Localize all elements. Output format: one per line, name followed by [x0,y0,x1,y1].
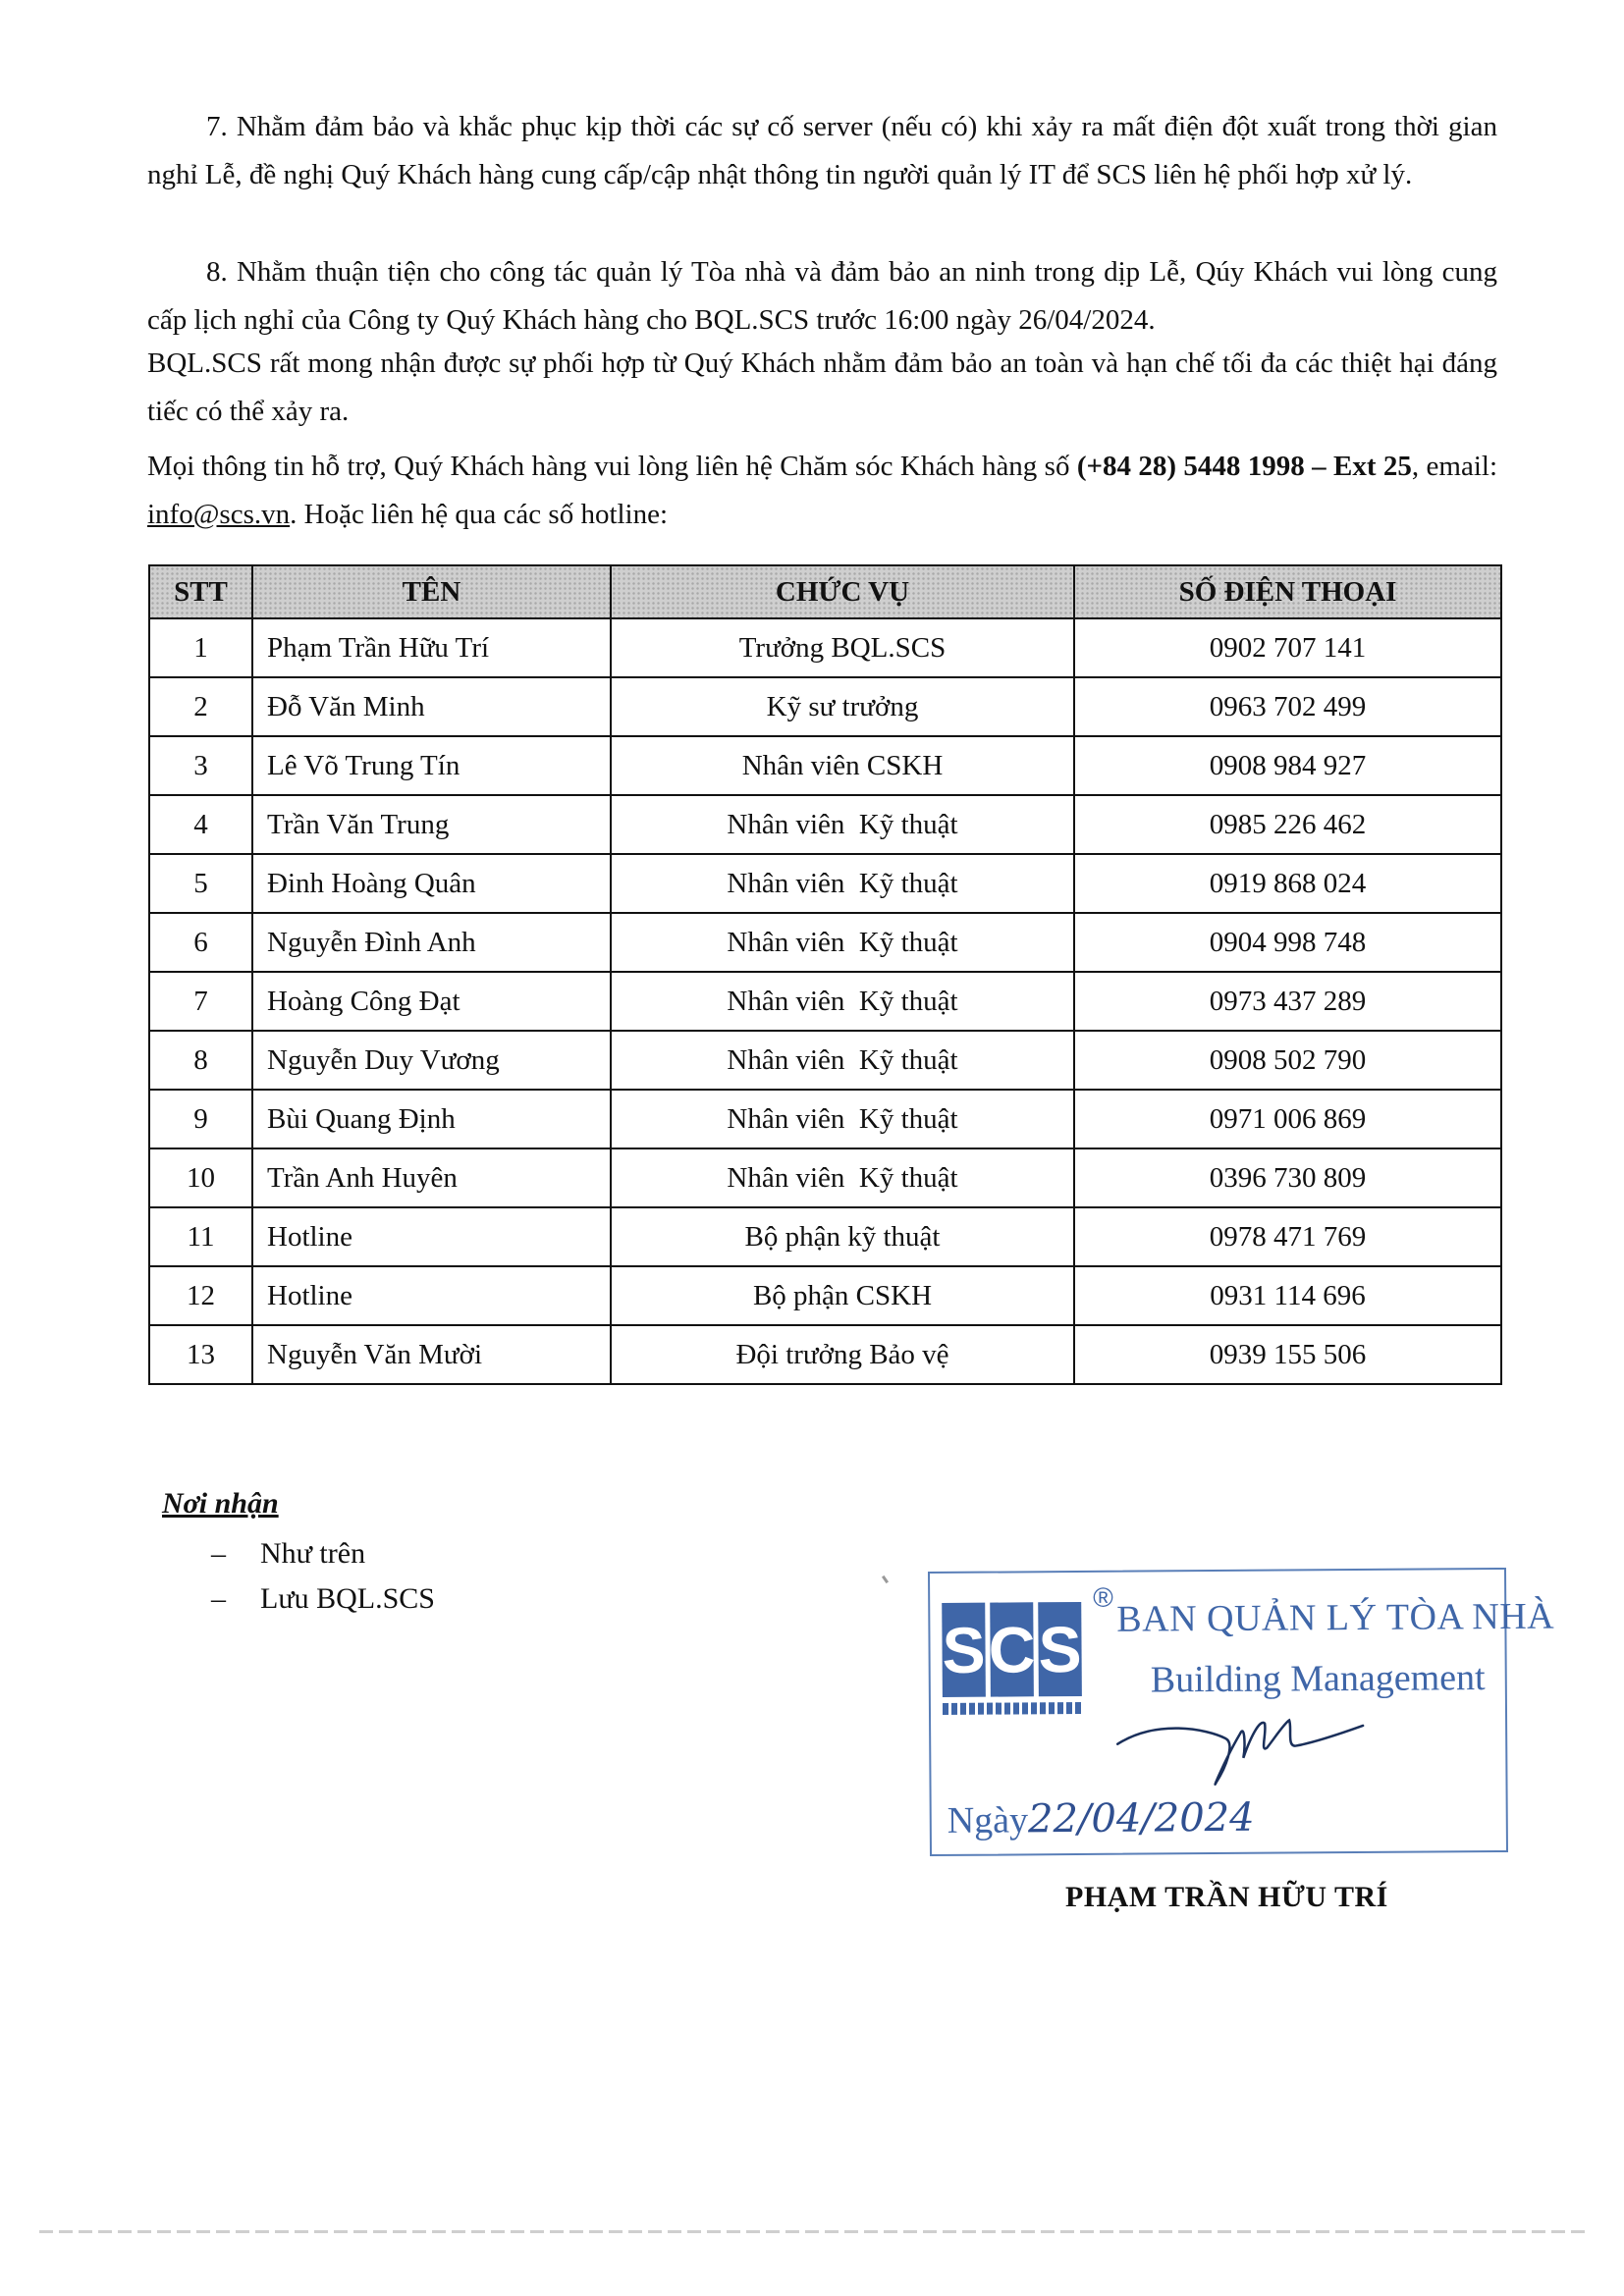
row-name: Đỗ Văn Minh [252,677,611,736]
row-position: Nhân viên Kỹ thuật [611,1148,1074,1207]
recipient-label: Lưu BQL.SCS [260,1582,435,1615]
row-stt: 4 [149,795,252,854]
logo-letter: C [990,1602,1034,1696]
header-position: CHỨC VỤ [611,565,1074,618]
row-phone: 0939 155 506 [1074,1325,1501,1384]
row-position: Trưởng BQL.SCS [611,618,1074,677]
row-phone: 0908 502 790 [1074,1031,1501,1090]
table-body [149,618,1501,1384]
row-stt: 7 [149,972,252,1031]
row-phone: 0919 868 024 [1074,854,1501,913]
row-name: Nguyễn Văn Mười [252,1325,611,1384]
header-phone: SỐ ĐIỆN THOẠI [1074,565,1501,618]
row-phone: 0963 702 499 [1074,677,1501,736]
row-phone: 0985 226 462 [1074,795,1501,854]
table-row [149,1148,1501,1207]
row-stt: 12 [149,1266,252,1325]
support-prefix: Mọi thông tin hỗ trợ, Quý Khách hàng vui lòng liên hệ Chăm sóc Khách hàng số [147,451,1077,482]
header-stt: STT [149,565,252,618]
row-name: Bùi Quang Định [252,1090,611,1148]
row-name: Lê Võ Trung Tín [252,736,611,795]
row-stt: 2 [149,677,252,736]
table-row [149,913,1501,972]
row-position: Nhân viên Kỹ thuật [611,1031,1074,1090]
signature-icon [1078,1698,1374,1808]
table-row [149,1031,1501,1090]
row-stt: 10 [149,1148,252,1207]
row-name: Hotline [252,1207,611,1266]
table-row [149,795,1501,854]
bullet-dash: – [211,1537,226,1570]
row-phone: 0396 730 809 [1074,1148,1501,1207]
row-position: Đội trưởng Bảo vệ [611,1325,1074,1384]
row-phone: 0904 998 748 [1074,913,1501,972]
table-row [149,972,1501,1031]
table-row [149,677,1501,736]
row-name: Phạm Trần Hữu Trí [252,618,611,677]
registered-mark: ® [1093,1581,1113,1613]
table-row [149,1266,1501,1325]
row-phone: 0931 114 696 [1074,1266,1501,1325]
support-phone: (+84 28) 5448 1998 – Ext 25 [1076,451,1412,482]
closing-paragraph: BQL.SCS rất mong nhận được sự phối hợp từ Quý Khách nhằm đảm bảo an toàn và hạn chế tối đa các thiệt hại đáng tiếc có thể xảy ra. [147,347,1497,427]
row-name: Trần Anh Huyên [252,1148,611,1207]
row-stt: 3 [149,736,252,795]
logo-letter: S [942,1603,986,1697]
row-phone: 0902 707 141 [1074,618,1501,677]
support-email-label: , email: [1411,451,1497,482]
row-stt: 5 [149,854,252,913]
recipients-list [211,1531,435,1622]
row-name: Hoàng Công Đạt [252,972,611,1031]
stamp-date-handwritten: 22/04/2024 [1027,1794,1255,1842]
recipient-item [211,1531,435,1576]
row-position: Bộ phận kỹ thuật [611,1207,1074,1266]
row-position: Bộ phận CSKH [611,1266,1074,1325]
row-position: Nhân viên Kỹ thuật [611,1090,1074,1148]
signer-name: PHẠM TRẦN HỮU TRÍ [1065,1881,1388,1913]
row-stt: 9 [149,1090,252,1148]
contacts-table [148,564,1502,1385]
scan-speck [882,1575,889,1583]
row-name: Đinh Hoàng Quân [252,854,611,913]
logo-letter: S [1038,1602,1082,1696]
header-name: TÊN [252,565,611,618]
row-phone: 0971 006 869 [1074,1090,1501,1148]
recipients-title: Nơi nhận [162,1487,279,1520]
row-name: Trần Văn Trung [252,795,611,854]
table-row [149,736,1501,795]
row-name: Nguyễn Duy Vương [252,1031,611,1090]
support-paragraph [147,443,1497,539]
row-position: Nhân viên Kỹ thuật [611,972,1074,1031]
row-position: Nhân viên Kỹ thuật [611,854,1074,913]
table-row [149,618,1501,677]
item-7-paragraph: 7. Nhằm đảm bảo và khắc phục kịp thời các sự cố server (nếu có) khi xảy ra mất điện đột xuất trong thời gian nghỉ Lễ, đề nghị Quý Khách hàng cung cấp/cập nhật thông tin người quản lý IT để SCS liên hệ phối hợp xử lý. [147,111,1497,190]
footer-divider [39,2230,1586,2233]
table-row [149,1325,1501,1384]
row-stt: 13 [149,1325,252,1384]
row-position: Nhân viên Kỹ thuật [611,795,1074,854]
row-stt: 1 [149,618,252,677]
row-phone: 0973 437 289 [1074,972,1501,1031]
row-phone: 0908 984 927 [1074,736,1501,795]
recipient-item [211,1576,435,1622]
row-phone: 0978 471 769 [1074,1207,1501,1266]
logo-bar [943,1702,1082,1715]
recipient-label: Như trên [260,1537,366,1570]
bullet-dash: – [211,1582,226,1615]
support-suffix: . Hoặc liên hệ qua các số hotline: [290,499,669,530]
row-stt: 11 [149,1207,252,1266]
table-row [149,1207,1501,1266]
table-row [149,1090,1501,1148]
stamp-org-vn: BAN QUẢN LÝ TÒA NHÀ [1116,1595,1555,1640]
support-email-link[interactable]: info@scs.vn [147,499,291,530]
row-stt: 6 [149,913,252,972]
row-position: Kỹ sư trưởng [611,677,1074,736]
stamp-date [947,1795,1255,1842]
row-name: Nguyễn Đình Anh [252,913,611,972]
row-name: Hotline [252,1266,611,1325]
row-stt: 8 [149,1031,252,1090]
row-position: Nhân viên CSKH [611,736,1074,795]
table-row [149,854,1501,913]
scs-logo-icon [942,1602,1082,1697]
table-header-row [149,565,1501,618]
company-stamp [928,1568,1555,1856]
stamp-org-en: Building Management [1150,1657,1486,1701]
row-position: Nhân viên Kỹ thuật [611,913,1074,972]
stamp-date-label: Ngày [947,1799,1029,1842]
item-8-paragraph: 8. Nhằm thuận tiện cho công tác quản lý Tòa nhà và đảm bảo an ninh trong dịp Lễ, Qúy Khách vui lòng cung cấp lịch nghỉ của Công ty Quý Khách hàng cho BQL.SCS trước 16:00 ngày 26/04/2024. [147,256,1497,336]
